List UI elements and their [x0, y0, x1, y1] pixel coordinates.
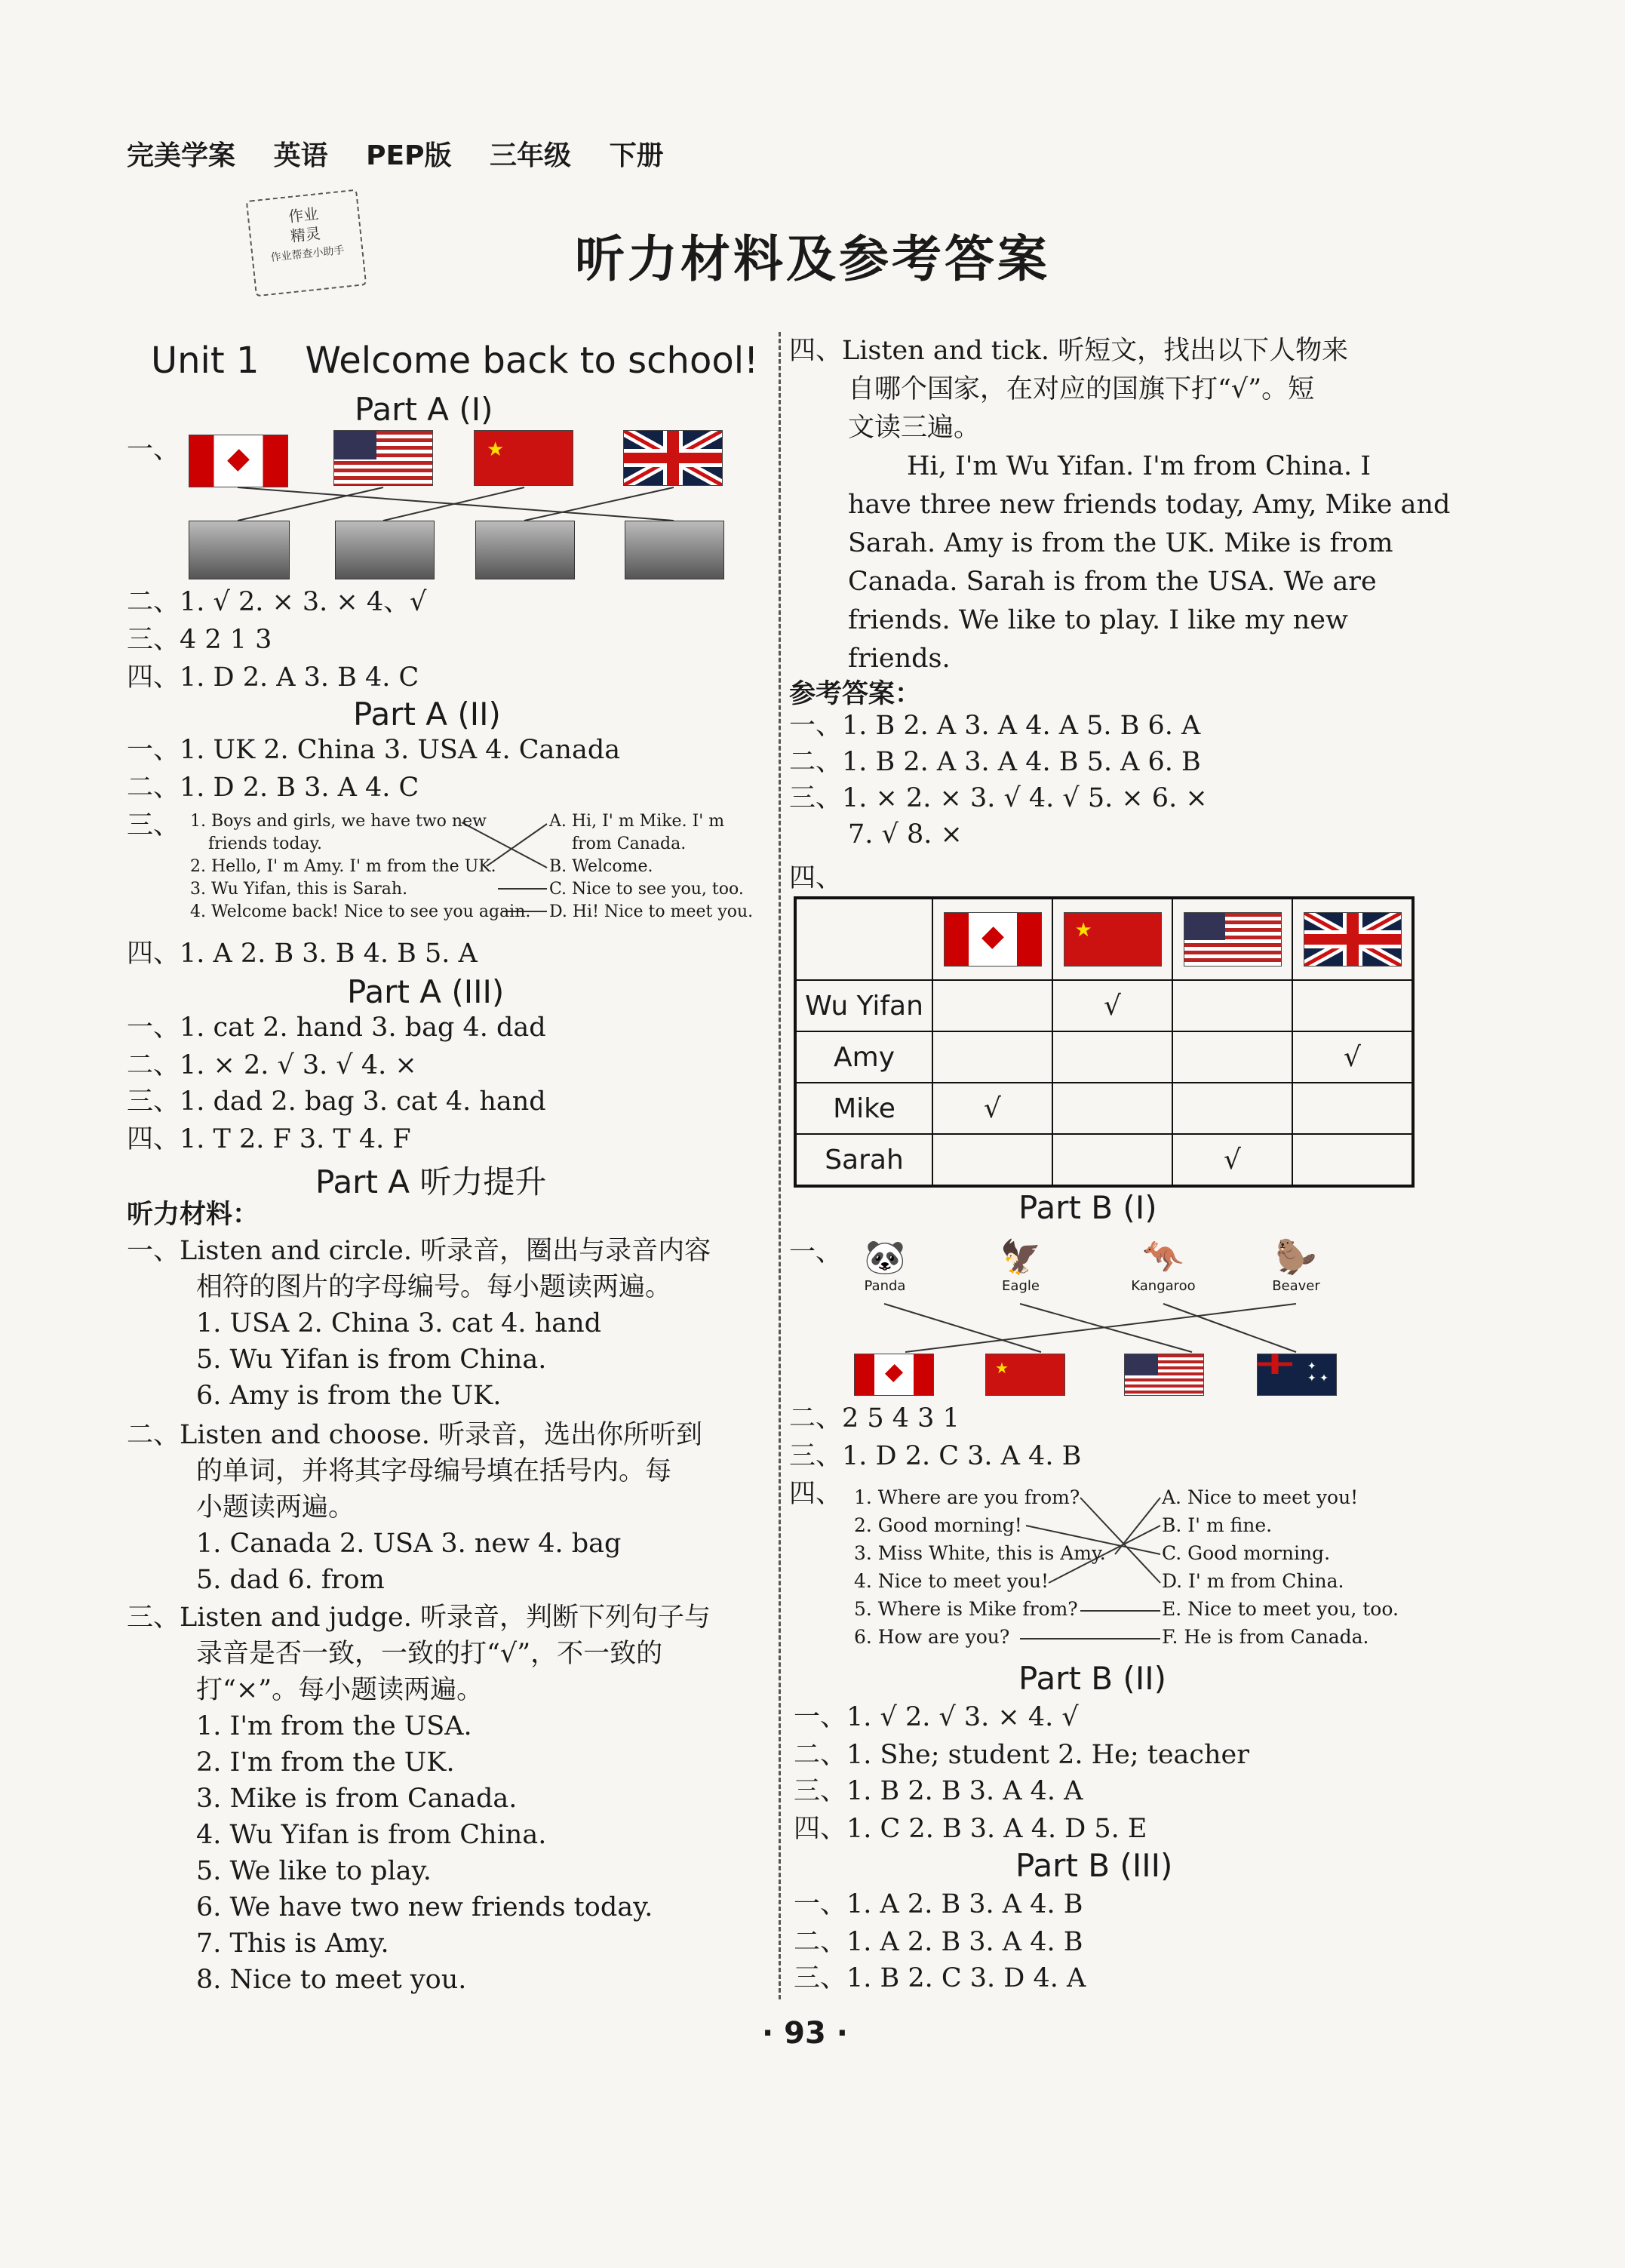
list-item: F. He is from Canada.: [1162, 1626, 1369, 1648]
table-cell: Sarah: [795, 1134, 932, 1186]
eagle-picture: 🦅 Eagle: [987, 1237, 1055, 1294]
answer-line: 二、1. B 2. A 3. A 4. B 5. A 6. B: [789, 747, 1201, 777]
text-line: 的单词，并将其字母编号填在括号内。每: [196, 1456, 672, 1486]
list-item: B. Welcome.: [549, 857, 653, 876]
list-item: A. Hi, I' m Mike. I' m: [549, 812, 725, 831]
table-row: [795, 1134, 1413, 1186]
answer-line: 一、1. cat 2. hand 3. bag 4. dad: [127, 1013, 546, 1043]
table-cell: [1052, 1083, 1172, 1134]
unit-number: Unit 1: [151, 340, 260, 382]
table-cell: [795, 898, 932, 980]
answer-line: 一、1. UK 2. China 3. USA 4. Canada: [127, 735, 621, 765]
table-cell: [1292, 898, 1413, 980]
list-item: D. Hi! Nice to meet you.: [549, 902, 754, 921]
answer-line: 二、1. D 2. B 3. A 4. C: [127, 773, 419, 803]
table-cell: [1172, 898, 1292, 980]
text-line: 打“×”。每小题读两遍。: [196, 1675, 484, 1705]
table-cell: [1172, 1031, 1292, 1083]
page-title: 听力材料及参考答案: [575, 230, 1050, 288]
answer-line: 三、1. B 2. C 3. D 4. A: [794, 1963, 1086, 1993]
list-item: 2. Hello, I' m Amy. I' m from the UK.: [190, 857, 496, 876]
materials-label: 听力材料：: [127, 1200, 260, 1230]
australia-flag-icon: ✦ ✦ ✦: [1257, 1354, 1337, 1396]
text-line: 1. Canada 2. USA 3. new 4. bag: [196, 1529, 622, 1559]
table-cell: [932, 898, 1052, 980]
list-item: 6. How are you?: [854, 1626, 1010, 1648]
answer-table: [794, 896, 1415, 1188]
list-item: E. Nice to meet you, too.: [1162, 1598, 1399, 1620]
table-row: [795, 1083, 1413, 1134]
page-number: · 93 ·: [762, 2016, 848, 2051]
listening-section-2: [127, 1417, 702, 1598]
listening-section-4: [789, 332, 1450, 678]
table-cell: √: [1292, 1031, 1413, 1083]
text-line: have three new friends today, Amy, Mike and: [848, 490, 1451, 520]
list-item: C. Nice to see you, too.: [549, 880, 744, 899]
book-name: 完美学案: [127, 140, 236, 171]
text-line: 录音是否一致，一致的打“√”，不一致的: [196, 1639, 663, 1669]
section-title: Part A (III): [347, 973, 505, 1010]
list-item: 3. Miss White, this is Amy.: [854, 1542, 1106, 1564]
answer-line: 三、1. B 2. B 3. A 4. A: [794, 1776, 1083, 1806]
text-line: 二、Listen and choose. 听录音，选出你所听到: [127, 1420, 702, 1450]
table-row: [795, 1031, 1413, 1083]
text-line: 三、Listen and judge. 听录音，判断下列句子与: [127, 1603, 711, 1633]
animal-label: Eagle: [1002, 1278, 1040, 1294]
table-cell: [1172, 1083, 1292, 1134]
table-cell: [932, 980, 1052, 1031]
text-line: 四、Listen and tick. 听短文，找出以下人物来: [789, 336, 1349, 366]
answer-line: 四、1. A 2. B 3. B 4. B 5. A: [127, 939, 478, 969]
answer-line: 二、2 5 4 3 1: [789, 1403, 960, 1434]
text-line: friends. We like to play. I like my new: [848, 605, 1348, 635]
text-line: 相符的图片的字母编号。每小题读两遍。: [196, 1272, 672, 1302]
list-item: 4. Welcome back! Nice to see you again.: [190, 902, 531, 921]
table-cell: √: [1052, 980, 1172, 1031]
usa-flag-icon: [1184, 912, 1282, 967]
answer-line: 四、1. D 2. A 3. B 4. C: [127, 662, 419, 693]
text-line: Sarah. Amy is from the UK. Mike is from: [848, 528, 1393, 558]
table-cell: [1052, 898, 1172, 980]
usa-flag-icon: [1124, 1354, 1204, 1396]
text-line: 8. Nice to meet you.: [196, 1965, 467, 1995]
question-number: 一、: [789, 1237, 843, 1268]
text-line: 7. This is Amy.: [196, 1928, 389, 1959]
panda-picture: 🐼 Panda: [854, 1237, 916, 1294]
listening-section-1: [127, 1233, 711, 1414]
list-item: C. Good morning.: [1162, 1542, 1331, 1564]
table-header-row: [795, 898, 1413, 980]
answer-line: 一、1. A 2. B 3. A 4. B: [794, 1889, 1083, 1919]
list-item: 1. Boys and girls, we have two new: [190, 812, 487, 831]
stamp-line: 作业: [287, 204, 320, 226]
table-cell: [1172, 980, 1292, 1031]
matching-left-list: [854, 1483, 1106, 1651]
answer-line: 一、1. B 2. A 3. A 4. A 5. B 6. A: [789, 711, 1201, 741]
answer-line: 四、1. T 2. F 3. T 4. F: [127, 1124, 411, 1154]
question-number: 一、: [127, 435, 180, 465]
answer-line: 二、1. × 2. √ 3. √ 4. ×: [127, 1050, 417, 1080]
list-item: D. I' m from China.: [1162, 1570, 1344, 1592]
volume: 下册: [609, 140, 664, 171]
answer-line: 三、1. × 2. × 3. √ 4. √ 5. × 6. ×: [789, 783, 1208, 813]
table-row: [795, 980, 1413, 1031]
subject: 英语: [273, 140, 328, 171]
text-line: 6. We have two new friends today.: [196, 1892, 653, 1922]
animal-label: Beaver: [1272, 1278, 1320, 1294]
list-item: 2. Good morning!: [854, 1514, 1022, 1536]
list-item: 4. Nice to meet you!: [854, 1570, 1049, 1592]
text-line: 5. dad 6. from: [196, 1565, 385, 1595]
text-line: friends.: [848, 644, 951, 674]
beaver-picture: 🦫 Beaver: [1261, 1237, 1331, 1294]
text-line: 5. We like to play.: [196, 1856, 432, 1886]
table-cell: [1052, 1134, 1172, 1186]
list-item: friends today.: [208, 834, 323, 853]
table-cell: [1052, 1031, 1172, 1083]
question-number: 四、: [789, 1479, 843, 1509]
answer-line: 三、4 2 1 3: [127, 625, 272, 655]
table-cell: [1292, 1083, 1413, 1134]
table-cell: √: [1172, 1134, 1292, 1186]
question-number: 四、: [789, 863, 843, 893]
kangaroo-picture: 🦘 Kangaroo: [1124, 1237, 1203, 1294]
text-line: 3. Mike is from Canada.: [196, 1784, 518, 1814]
answer-line: 二、1. A 2. B 3. A 4. B: [794, 1927, 1083, 1957]
table-cell: [1292, 980, 1413, 1031]
answer-line: 7. √ 8. ×: [848, 819, 963, 850]
section-title: Part A (II): [353, 696, 501, 733]
answer-line: 二、1. She; student 2. He; teacher: [794, 1740, 1249, 1770]
list-item: 3. Wu Yifan, this is Sarah.: [190, 880, 408, 899]
text-line: 5. Wu Yifan is from China.: [196, 1345, 547, 1375]
answer-line: 三、1. D 2. C 3. A 4. B: [789, 1441, 1082, 1471]
animal-label: Panda: [864, 1278, 906, 1294]
matching-right-list: [549, 810, 753, 923]
list-item: 5. Where is Mike from?: [854, 1598, 1078, 1620]
table-cell: Amy: [795, 1031, 932, 1083]
section-title: Part A (I): [355, 391, 493, 428]
uk-flag-icon: [1304, 912, 1402, 967]
question-number: 三、: [127, 810, 180, 841]
unit-name: Welcome back to school!: [305, 340, 759, 382]
text-line: 4. Wu Yifan is from China.: [196, 1820, 547, 1850]
text-line: 一、Listen and circle. 听录音，圈出与录音内容: [127, 1236, 711, 1266]
china-flag-icon: ★: [1064, 912, 1162, 967]
list-item: 1. Where are you from?: [854, 1486, 1080, 1508]
text-line: 文读三遍。: [848, 413, 981, 443]
table-cell: √: [932, 1083, 1052, 1134]
listening-section-3: [127, 1600, 711, 1998]
list-item: A. Nice to meet you!: [1162, 1486, 1359, 1508]
matching-right-list: [1162, 1483, 1399, 1651]
text-line: 1. I'm from the USA.: [196, 1711, 472, 1741]
answer-block: [789, 708, 1208, 853]
section-title: Part B (II): [1018, 1660, 1166, 1697]
china-flag-icon: ★: [985, 1354, 1065, 1396]
animal-label: Kangaroo: [1131, 1278, 1196, 1294]
answer-line: 一、1. √ 2. √ 3. × 4. √: [794, 1702, 1079, 1732]
china-flag-icon: ★: [474, 430, 573, 486]
answers-label: 参考答案：: [789, 679, 922, 709]
canada-flag-icon: [944, 912, 1042, 967]
table-cell: [1292, 1134, 1413, 1186]
text-line: 6. Amy is from the UK.: [196, 1381, 502, 1411]
list-item: from Canada.: [572, 834, 687, 853]
section-title: Part B (I): [1018, 1189, 1157, 1226]
answer-line: 四、1. C 2. B 3. A 4. D 5. E: [794, 1814, 1147, 1844]
canada-flag-icon: [854, 1354, 934, 1396]
table-cell: Wu Yifan: [795, 980, 932, 1031]
text-line: 自哪个国家，在对应的国旗下打“√”。短: [848, 374, 1315, 404]
table-cell: [932, 1031, 1052, 1083]
answer-line: 三、1. dad 2. bag 3. cat 4. hand: [127, 1086, 546, 1117]
table-cell: [932, 1134, 1052, 1186]
text-line: 小题读两遍。: [196, 1492, 355, 1523]
table-cell: Mike: [795, 1083, 932, 1134]
answer-line: 二、1. √ 2. × 3. × 4、√: [127, 587, 427, 617]
matching-left-list: [190, 810, 530, 923]
text-line: Hi, I'm Wu Yifan. I'm from China. I: [907, 451, 1372, 481]
section-title: Part A 听力提升: [315, 1163, 547, 1200]
edition: PEP版: [366, 140, 452, 171]
stamp-line: 精灵: [289, 224, 321, 246]
stamp-line: 作业帮查小助手: [270, 244, 346, 264]
text-line: 2. I'm from the UK.: [196, 1747, 455, 1778]
text-line: Canada. Sarah is from the USA. We are: [848, 567, 1377, 597]
section-title: Part B (III): [1015, 1847, 1173, 1884]
grade: 三年级: [490, 140, 572, 171]
list-item: B. I' m fine.: [1162, 1514, 1273, 1536]
text-line: 1. USA 2. China 3. cat 4. hand: [196, 1308, 602, 1338]
